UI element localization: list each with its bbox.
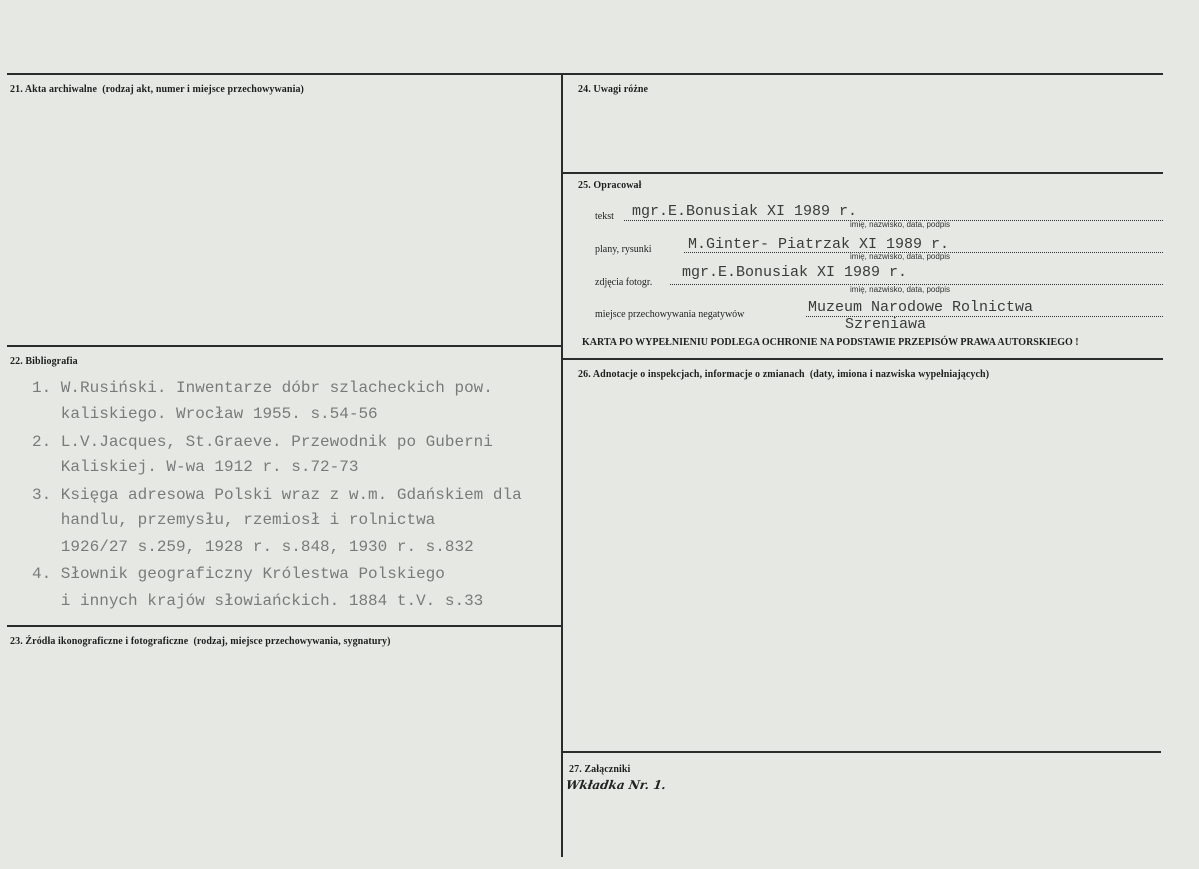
attachment-handwritten: Wkładka Nr. 1. — [565, 778, 667, 792]
section-23-label — [10, 636, 391, 647]
field-plany-value: M.Ginter- Piatrzak XI 1989 r. — [688, 236, 950, 253]
bibliography-line-1: 1. W.Rusiński. Inwentarze dóbr szlacheckich pow. — [32, 379, 493, 397]
field-negatywy-value-2: Szreniawa — [845, 316, 927, 333]
section-23-note: (rodzaj, miejsce przechowywania, sygnatury) — [193, 636, 391, 647]
center-divider — [561, 73, 563, 857]
copyright-warning: KARTA PO WYPEŁNIENIU PODLEGA OCHRONIE NA PODSTAWIE PRZEPISÓW PRAWA AUTORSKIEGO ! — [582, 337, 1079, 348]
section-23-title: 23. Źródła ikonograficzne i fotograficzne — [10, 636, 189, 647]
section-26-title: 26. Adnotacje o inspekcjach, informacje o zmianach — [578, 369, 805, 380]
rule-24-25 — [562, 172, 1163, 174]
rule-26-27 — [562, 751, 1161, 753]
field-tekst-label: tekst — [595, 211, 614, 222]
bibliography-line-2: kaliskiego. Wrocław 1955. s.54-56 — [32, 405, 378, 423]
section-26-label — [578, 369, 989, 380]
top-rule — [7, 73, 1163, 75]
bibliography-line-6: handlu, przemysłu, rzemiosł i rolnictwa — [32, 511, 436, 529]
bibliography-line-9: i innych krajów słowiańckich. 1884 t.V. s.33 — [32, 592, 484, 610]
section-21-title: 21. Akta archiwalne — [10, 84, 97, 95]
field-negatywy-label: miejsce przechowywania negatywów — [595, 309, 745, 320]
bibliography-line-7: 1926/27 s.259, 1928 r. s.848, 1930 r. s.832 — [32, 538, 474, 556]
field-negatywy-value: Muzeum Narodowe Rolnictwa — [808, 299, 1034, 316]
field-tekst-value: mgr.E.Bonusiak XI 1989 r. — [632, 203, 858, 220]
bibliography-line-3: 2. L.V.Jacques, St.Graeve. Przewodnik po Guberni — [32, 433, 493, 451]
section-24-label: 24. Uwagi różne — [578, 84, 649, 95]
field-zdjecia-hint: imię, nazwisko, data, podpis — [850, 285, 951, 294]
field-zdjecia-label: zdjęcia fotogr. — [595, 277, 653, 288]
section-21-note: (rodzaj akt, numer i miejsce przechowywania) — [102, 84, 304, 95]
bibliography-line-5: 3. Księga adresowa Polski wraz z w.m. Gdańskiem dla — [32, 486, 522, 504]
rule-22-23 — [7, 625, 562, 627]
bibliography-line-4: Kaliskiej. W-wa 1912 r. s.72-73 — [32, 458, 359, 476]
section-21-label — [10, 84, 304, 95]
section-27-label: 27. Załączniki — [569, 764, 631, 775]
rule-21-22 — [7, 345, 562, 347]
section-25-label: 25. Opracował — [578, 180, 642, 191]
field-plany-label: plany, rysunki — [595, 244, 652, 255]
field-tekst-hint: imię, nazwisko, data, podpis — [850, 220, 951, 229]
section-26-note: (daty, imiona i nazwiska wypełniających) — [809, 369, 990, 380]
field-zdjecia-value: mgr.E.Bonusiak XI 1989 r. — [682, 264, 908, 281]
bibliography-line-8: 4. Słownik geograficzny Królestwa Polskiego — [32, 565, 445, 583]
field-plany-hint: imię, nazwisko, data, podpis — [850, 252, 951, 261]
rule-25-26 — [562, 358, 1163, 360]
section-22-label: 22. Bibliografia — [10, 356, 78, 367]
